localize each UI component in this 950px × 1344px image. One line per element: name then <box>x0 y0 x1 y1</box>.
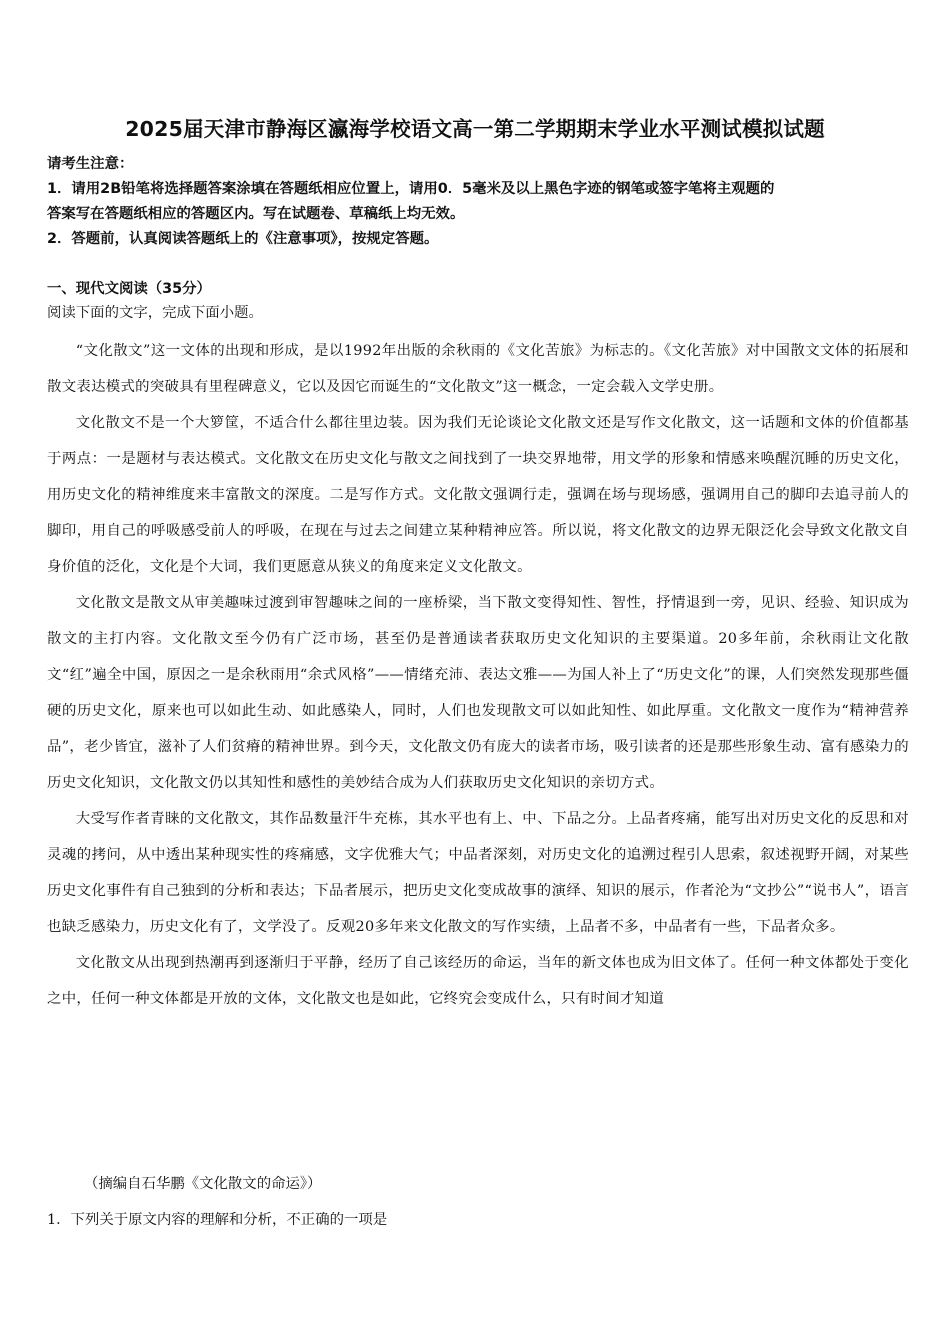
section-heading: 一、现代文阅读（35分） <box>47 281 211 297</box>
page-title: 2025届天津市静海区瀛海学校语文高一第二学期期末学业水平测试模拟试题 <box>125 117 825 141</box>
reading-passage <box>47 333 909 1017</box>
section-instruction: 阅读下面的文字，完成下面小题。 <box>47 305 263 321</box>
question-1: 1．下列关于原文内容的理解和分析，不正确的一项是 <box>47 1212 388 1228</box>
passage-paragraph-4: 大受写作者青睐的文化散文，其作品数量汗牛充栋，其水平也有上、中、下品之分。上品者疼痛，能写出对历史文化的反思和对灵魂的拷问，从中透出某种现实性的疼痛感，文字优雅大气；中品者深刻，对历史文化的追溯过程引人思索，叙述视野开阔，对某些历史文化事件有自己独到的分析和表达；下品者展示，把历史文化变成故事的演绎、知识的展示，作者沦为“文抄公”“说书人”，语言也缺乏感染力，历史文化有了，文学没了。反观20多年来文化散文的写作实绩，上品者不多，中品者有一些，下品者众多。 <box>47 811 909 935</box>
passage-paragraph-5: 文化散文从出现到热潮再到逐渐归于平静，经历了自己该经历的命运，当年的新文体也成为旧文体了。任何一种文体都处于变化之中，任何一种文体都是开放的文体，文化散文也是如此，它终究会变成什么，只有时间才知道 <box>47 955 909 1007</box>
passage-paragraph-3: 文化散文是散文从审美趣味过渡到审智趣味之间的一座桥梁，当下散文变得知性、智性，抒情退到一旁，见识、经验、知识成为散文的主打内容。文化散文至今仍有广泛市场，甚至仍是普通读者获取历史文化知识的主要渠道。20多年前，余秋雨让文化散文“红”遍全中国，原因之一是余秋雨用“余式风格”——情绪充沛、表达文雅——为国人补上了“历史文化”的课，人们突然发现那些僵硬的历史文化，原来也可以如此生动、如此感染人，同时，人们也发现散文可以如此知性、如此厚重。文化散文一度作为“精神营养品”，老少皆宜，滋补了人们贫瘠的精神世界。到今天，文化散文仍有庞大的读者市场，吸引读者的还是那些形象生动、富有感染力的历史文化知识，文化散文仍以其知性和感性的美妙结合成为人们获取历史文化知识的亲切方式。 <box>47 595 909 791</box>
notice-item-1a: 1．请用2B铅笔将选择题答案涂填在答题纸相应位置上，请用0．5毫米及以上黑色字迹的钢笔或签字笔将主观题的 <box>47 181 775 197</box>
notice-item-1b: 答案写在答题纸相应的答题区内。写在试题卷、草稿纸上均无效。 <box>47 206 465 222</box>
notice-heading: 请考生注意： <box>47 156 134 172</box>
notice-item-2: 2．答题前，认真阅读答题纸上的《注意事项》，按规定答题。 <box>47 231 439 247</box>
exam-notice <box>47 152 907 252</box>
passage-source: （摘编自石华鹏《文化散文的命运》） <box>84 1176 322 1192</box>
passage-paragraph-2: 文化散文不是一个大箩筐，不适合什么都往里边装。因为我们无论谈论文化散文还是写作文化散文，这一话题和文体的价值都基于两点：一是题材与表达模式。文化散文在历史文化与散文之间找到了一块交界地带，用文学的形象和情感来唤醒沉睡的历史文化，用历史文化的精神维度来丰富散文的深度。二是写作方式。文化散文强调行走，强调在场与现场感，强调用自己的脚印去追寻前人的脚印，用自己的呼吸感受前人的呼吸，在现在与过去之间建立某种精神应答。所以说，将文化散文的边界无限泛化会导致文化散文自身价值的泛化，文化是个大词，我们更愿意从狭义的角度来定义文化散文。 <box>47 415 909 575</box>
passage-paragraph-1: “文化散文”这一文体的出现和形成，是以1992年出版的余秋雨的《文化苦旅》为标志的。《文化苦旅》对中国散文文体的拓展和散文表达模式的突破具有里程碑意义，它以及因它而诞生的“文化散文”这一概念，一定会载入文学史册。 <box>47 343 909 395</box>
